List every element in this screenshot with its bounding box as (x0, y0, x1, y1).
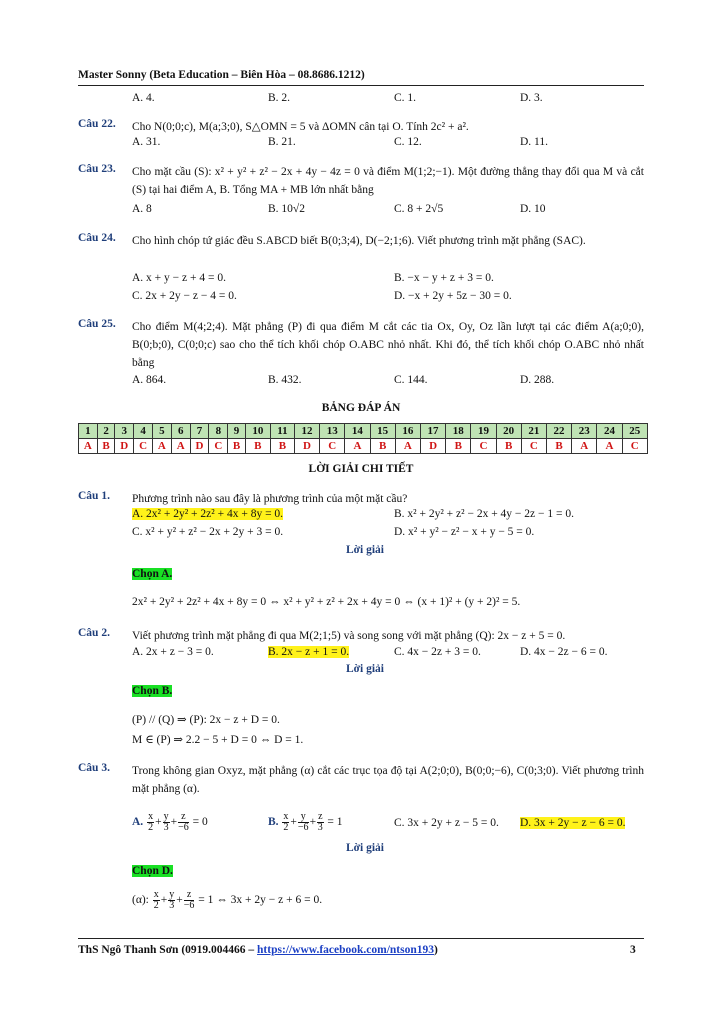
header-rule (78, 85, 644, 86)
answer-number-cell: 25 (622, 424, 647, 439)
answer-number-cell: 20 (496, 424, 521, 439)
question-text: Trong không gian Oxyz, mặt phẳng (α) cắt các trục tọa độ tại A(2;0;0), B(0;0;−6), C(0;3;0). Viết phương trình mặt phẳng (α). (132, 765, 644, 795)
option-a-correct: A. 2x² + 2y² + 2z² + 4x + 8y = 0. (132, 508, 284, 520)
page-header: Master Sonny (Beta Education – Biên Hòa – 08.8686.1212) (78, 69, 365, 81)
answer-letter-cell: D (190, 439, 209, 454)
solution-work: (α): $\frac{x}{2}$ + $\frac{y}{3}$ + $\frac{z}{-6}$ = 1 ⇔ 3x + 2y − z + 6 = 0. (132, 889, 323, 911)
answer-number-cell: 13 (320, 424, 345, 439)
answer-number-cell: 5 (152, 424, 171, 439)
answer-number-cell: 21 (521, 424, 546, 439)
answer-letter-cell: D (115, 439, 134, 454)
footer-rule (78, 938, 644, 939)
option-d: D. 288. (520, 374, 555, 386)
answer-letter-cell: B (546, 439, 571, 454)
q21-options (78, 92, 644, 110)
answer-number-cell: 18 (446, 424, 471, 439)
option-a: A. 31. (132, 136, 161, 148)
footer-close: ) (434, 944, 438, 956)
question-22 (78, 118, 644, 154)
question-number: Câu 25. (78, 318, 116, 330)
solution-work: 2x² + 2y² + 2z² + 4x + 8y = 0 ⇔ x² + y² + z² + 2x + 4y = 0 ⇔ (x + 1)² + (y + 2)² = 5. (132, 596, 521, 608)
answer-letter-cell: A (597, 439, 622, 454)
footer-author: ThS Ngô Thanh Sơn (0919.004466 – (78, 944, 258, 956)
answer-number-cell: 1 (79, 424, 98, 439)
option-d: D. 10 (520, 203, 546, 215)
question-24 (78, 232, 644, 308)
answer-letter-cell: C (134, 439, 153, 454)
question-number: Câu 24. (78, 232, 116, 244)
solution-2 (78, 627, 644, 747)
option-a: A. 4. (132, 92, 155, 104)
question-text: Cho N(0;0;c), M(a;3;0), S△OMN = 5 và ΔOMN cân tại O. Tính 2c² + a². (132, 121, 469, 133)
answer-letter-cell: C (622, 439, 647, 454)
answer-letter-cell: C (320, 439, 345, 454)
answer-number-cell: 10 (245, 424, 270, 439)
answer-number-cell: 3 (115, 424, 134, 439)
loi-giai-label: Lời giải (346, 663, 384, 675)
answer-table-title: BẢNG ĐÁP ÁN (321, 402, 401, 414)
option-b: B. x² + 2y² + z² − 2x + 4y − 2z − 1 = 0. (394, 508, 574, 520)
answer-letter-cell: B (496, 439, 521, 454)
answer-letter-cell: B (97, 439, 115, 454)
answer-number-cell: 24 (597, 424, 622, 439)
answer-number-cell: 11 (270, 424, 294, 439)
option-a: A. 8 (132, 203, 152, 215)
option-c: C. 8 + 2√5 (394, 203, 444, 215)
answer-letter-cell: D (420, 439, 445, 454)
answer-letter-cell: A (395, 439, 420, 454)
option-a: A. 864. (132, 374, 167, 386)
question-25 (78, 318, 644, 394)
answer-number-cell: 17 (420, 424, 445, 439)
answer-number-cell: 22 (546, 424, 571, 439)
option-c: C. x² + y² + z² − 2x + 2y + 3 = 0. (132, 526, 284, 538)
answer-number-cell: 14 (345, 424, 370, 439)
option-b: B. 21. (268, 136, 296, 148)
answer-letter-cell: B (370, 439, 395, 454)
answer-letter-cell: A (152, 439, 171, 454)
answer-letter-cell: A (171, 439, 190, 454)
answer-letter-cell: C (521, 439, 546, 454)
solution-3 (78, 762, 644, 922)
footer-link[interactable]: https://www.facebook.com/ntson193 (257, 944, 435, 956)
answer-number-cell: 7 (190, 424, 209, 439)
question-number: Câu 22. (78, 118, 116, 130)
question-text: Cho điểm M(4;2;4). Mặt phẳng (P) đi qua điểm M cắt các tia Ox, Oy, Oz lần lượt tại các điểm A(a;0;0), B(0;b;0), C(0;0;c) sao cho thể tích khối chóp O.ABC nhỏ nhất. Khi đó, thể tích khối chóp O.ABC nhỏ nhất bằng (132, 321, 644, 369)
answer-table (78, 423, 648, 454)
answer-letter-cell: B (228, 439, 246, 454)
answer-letter-cell: A (79, 439, 98, 454)
answer-number-cell: 2 (97, 424, 115, 439)
question-text: Viết phương trình mặt phẳng đi qua M(2;1;5) và song song với mặt phẳng (Q): 2x − z + 5 = 0. (132, 630, 566, 642)
answer-number-cell: 9 (228, 424, 246, 439)
solution-1 (78, 490, 644, 620)
chosen-answer: Chọn B. (132, 685, 173, 697)
solution-work-1: (P) // (Q) ⇒ (P): 2x − z + D = 0. (132, 714, 280, 726)
solution-title: LỜI GIẢI CHI TIẾT (308, 463, 414, 475)
answer-letter-cell: A (572, 439, 597, 454)
loi-giai-label: Lời giải (346, 544, 384, 556)
answer-letter-cell: D (294, 439, 319, 454)
answer-letter-cell: B (270, 439, 294, 454)
question-number: Câu 23. (78, 163, 116, 175)
option-b: B. 2. (268, 92, 291, 104)
answer-number-cell: 16 (395, 424, 420, 439)
answer-letter-cell: C (471, 439, 496, 454)
answer-letter-row (79, 439, 648, 454)
option-c: C. 4x − 2z + 3 = 0. (394, 646, 481, 658)
answer-letter-cell: B (245, 439, 270, 454)
option-d-correct: D. 3x + 2y − z − 6 = 0. (520, 817, 626, 829)
question-text: Phương trình nào sau đây là phương trình của một mặt cầu? (132, 493, 408, 505)
option-d: D. 11. (520, 136, 549, 148)
question-23 (78, 163, 644, 219)
option-b: B. $\frac{x}{2}$ + $\frac{y}{-6}$ + $\frac{z}{3}$ = 1 (268, 811, 343, 833)
option-c: C. 3x + 2y + z − 5 = 0. (394, 817, 499, 829)
question-text: Cho mặt cầu (S): x² + y² + z² − 2x + 4y − 4z = 0 và điểm M(1;2;−1). Một đường thẳng thay đổi qua M và cắt (S) tại hai điểm A, B. Tổng MA + MB lớn nhất bằng (132, 166, 644, 196)
option-b: B. 432. (268, 374, 302, 386)
answer-number-cell: 8 (209, 424, 228, 439)
answer-number-cell: 23 (572, 424, 597, 439)
answer-letter-cell: A (345, 439, 370, 454)
option-c: C. 1. (394, 92, 417, 104)
answer-letter-cell: C (209, 439, 228, 454)
option-b: B. 10√2 (268, 203, 305, 215)
option-d: D. 4x − 2z − 6 = 0. (520, 646, 608, 658)
option-c: C. 2x + 2y − z − 4 = 0. (132, 290, 237, 302)
option-b: B. −x − y + z + 3 = 0. (394, 272, 494, 284)
question-text: Cho hình chóp tứ giác đều S.ABCD biết B(0;3;4), D(−2;1;6). Viết phương trình mặt phẳng (SAC). (132, 235, 586, 247)
solution-work-2: M ∈ (P) ⇒ 2.2 − 5 + D = 0 ⇔ D = 1. (132, 734, 304, 746)
question-number: Câu 2. (78, 627, 110, 639)
question-number: Câu 3. (78, 762, 110, 774)
answer-number-row (79, 424, 648, 439)
option-d: D. 3. (520, 92, 543, 104)
chosen-answer: Chọn D. (132, 865, 173, 877)
option-d: D. −x + 2y + 5z − 30 = 0. (394, 290, 512, 302)
option-d: D. x² + y² − z² − x + y − 5 = 0. (394, 526, 535, 538)
answer-number-cell: 12 (294, 424, 319, 439)
answer-letter-cell: B (446, 439, 471, 454)
footer (78, 944, 438, 956)
answer-number-cell: 19 (471, 424, 496, 439)
page-number: 3 (630, 944, 636, 956)
option-a: A. 2x + z − 3 = 0. (132, 646, 214, 658)
answer-number-cell: 6 (171, 424, 190, 439)
loi-giai-label: Lời giải (346, 842, 384, 854)
chosen-answer: Chọn A. (132, 568, 173, 580)
question-number: Câu 1. (78, 490, 110, 502)
option-a: A. x + y − z + 4 = 0. (132, 272, 226, 284)
answer-number-cell: 4 (134, 424, 153, 439)
option-a: A. $\frac{x}{2}$ + $\frac{y}{3}$ + $\frac{z}{-6}$ = 0 (132, 811, 208, 833)
option-c: C. 144. (394, 374, 428, 386)
option-b-correct: B. 2x − z + 1 = 0. (268, 646, 350, 658)
answer-number-cell: 15 (370, 424, 395, 439)
option-c: C. 12. (394, 136, 422, 148)
